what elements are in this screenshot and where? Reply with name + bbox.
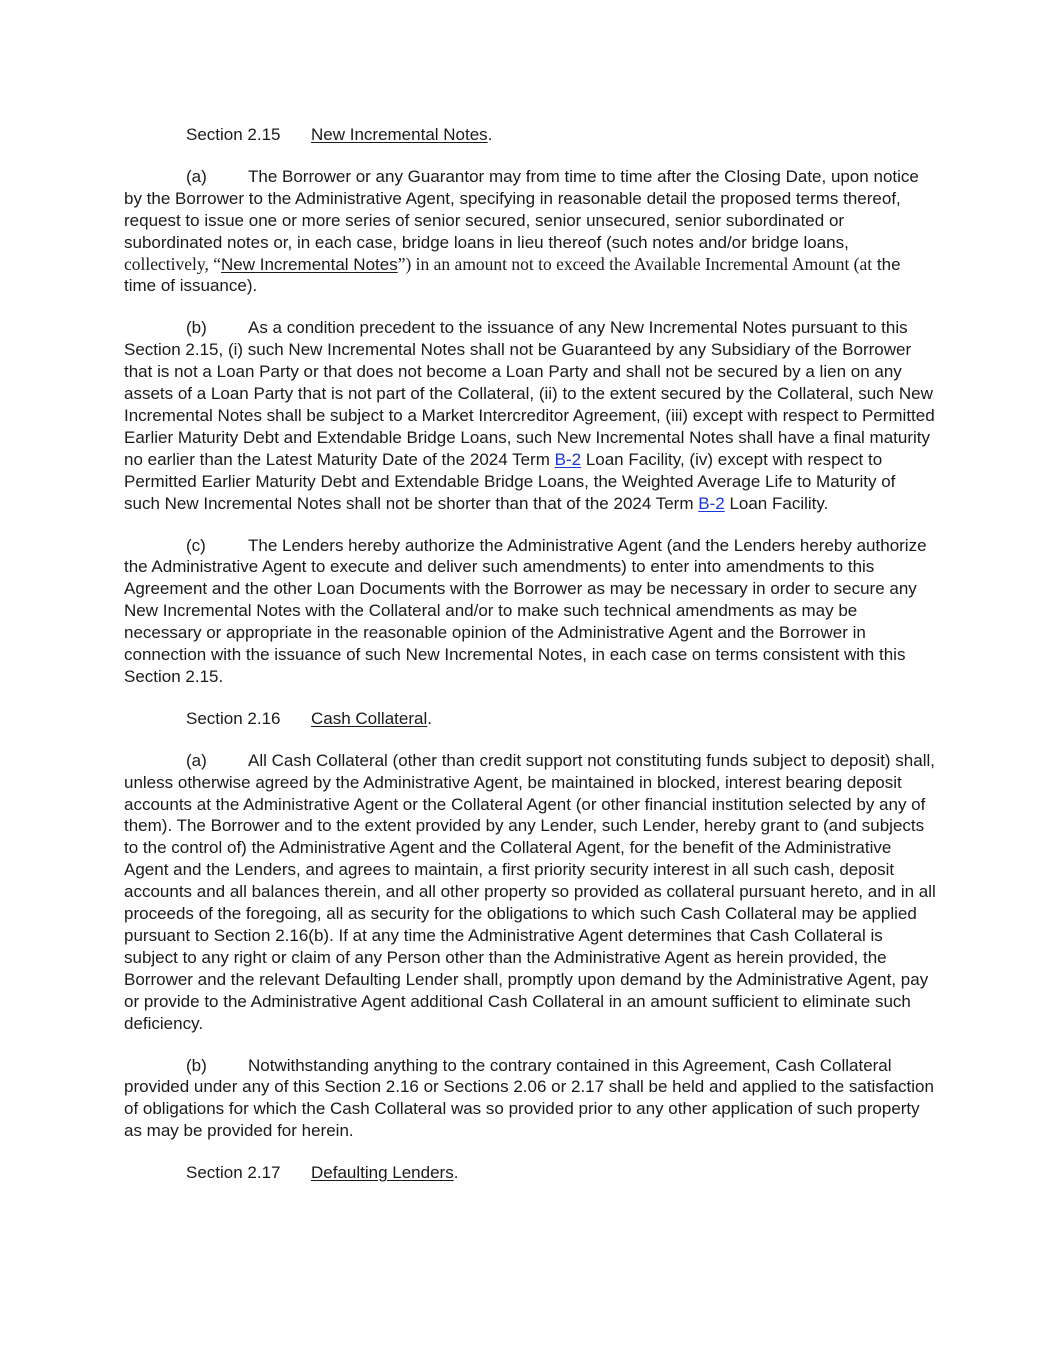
paragraph-text-serif: collectively, “ (124, 253, 222, 274)
b2-link[interactable]: B-2 (554, 449, 582, 469)
section-title: New Incremental Notes (311, 125, 488, 144)
heading-period: . (487, 125, 493, 144)
section-title: Defaulting Lenders (311, 1163, 454, 1183)
section-2-15-paragraph-a (124, 166, 936, 297)
paragraph-text-serif: ”) in an amount not to exceed the Available Incremental Amount (at (397, 253, 873, 274)
section-number: Section 2.17 (186, 1163, 281, 1183)
paragraph-text: Notwithstanding anything to the contrary contained in this Agreement, Cash Collateral provided under any of this Section 2.16 or Sections 2.06 or 2.17 shall be held and applied to the satisfaction of obligations for which the Cash Collateral was so provided prior to any other application of such property as may be provided for herein. (124, 1055, 934, 1141)
defined-term: New Incremental Notes (221, 254, 398, 274)
paragraph-label: (c) (186, 535, 206, 555)
section-2-16-heading (124, 708, 936, 730)
section-2-16-paragraph-b (124, 1055, 936, 1143)
heading-period: . (427, 708, 432, 728)
paragraph-text: Loan Facility. (729, 493, 829, 513)
document-page (124, 124, 936, 1204)
b2-link[interactable]: B-2 (698, 493, 725, 513)
paragraph-text: As a condition precedent to the issuance of any New Incremental Notes pursuant to this Section 2.15, (i) such New Incremental Notes shall not be Guaranteed by any Subsidiary of the Borrower that is not a Loan Party or that does not become a Loan Party and shall not be secured by a lien on any assets of a Loan Party that is not part of the Collateral, (ii) to the extent secured by the Collateral, such New Incremental Notes shall be subject to a Market Intercreditor Agreement, (iii) except with respect to Permitted Earlier Maturity Debt and Extendable Bridge Loans, such New Incremental Notes shall have a final maturity no earlier than the Latest Maturity Date of the 2024 Term (124, 318, 935, 469)
section-number: Section 2.15 (186, 125, 281, 144)
section-2-15-paragraph-c (124, 535, 936, 688)
paragraph-text: The Lenders hereby authorize the Administrative Agent (and the Lenders hereby authorize the Administrative Agent to execute and deliver such amendments) to enter into amendments to this Agreement and the other Loan Documents with the Borrower as may be necessary in order to secure any New Incremental Notes with the Collateral and/or to make such technical amendments as may be necessary or appropriate in the reasonable opinion of the Administrative Agent and the Borrower in connection with the issuance of such New Incremental Notes, in each case on terms consistent with this Section 2.15. (124, 535, 927, 686)
paragraph-label: (a) (186, 166, 207, 186)
section-title: Cash Collateral (311, 708, 428, 728)
paragraph-label: (a) (186, 750, 207, 770)
paragraph-label: (b) (186, 1055, 207, 1075)
paragraph-label: (b) (186, 318, 207, 338)
section-2-17-heading (124, 1162, 936, 1184)
section-number: Section 2.16 (186, 708, 281, 728)
heading-period: . (453, 1163, 459, 1183)
section-2-15-heading (124, 124, 936, 146)
section-2-15-paragraph-b (124, 317, 936, 514)
paragraph-text: Loan Facility, (iv) except with respect to Permitted Earlier Maturity Debt and Extendable Bridge Loans, the Weighted Average Life to Maturity of such New Incremental Notes shall not be shorter than that of the 2024 Term (124, 449, 896, 513)
section-2-16-paragraph-a (124, 750, 936, 1035)
paragraph-text: The Borrower or any Guarantor may from time to time after the Closing Date, upon notice by the Borrower to the Administrative Agent, specifying in reasonable detail the proposed terms thereof, request to issue one or more series of senior secured, senior unsecured, senior subordinated or subordinated notes or, in each case, bridge loans in lieu thereof (such notes and/or bridge loans, (124, 166, 919, 252)
paragraph-text: All Cash Collateral (other than credit support not constituting funds subject to deposit) shall, unless otherwise agreed by the Administrative Agent, be maintained in blocked, interest bearing deposit accounts at the Administrative Agent or the Collateral Agent (or other financial institution selected by any of them). The Borrower and to the extent provided by any Lender, such Lender, hereby grant to (and subjects to the control of) the Administrative Agent and the Collateral Agent, for the benefit of the Administrative Agent and the Lenders, and agrees to maintain, a first priority security interest in all such cash, deposit accounts and all balances therein, and all other property so provided as collateral pursuant hereto, and in all proceeds of the foregoing, all as security for the obligations to which such Cash Collateral may be applied pursuant to Section 2.16(b). If at any time the Administrative Agent determines that Cash Collateral is subject to any right or claim of any Person other than the Administrative Agent as herein provided, the Borrower and the relevant Defaulting Lender shall, promptly upon demand by the Administrative Agent, pay or provide to the Administrative Agent additional Cash Collateral in an amount sufficient to eliminate such deficiency. (124, 750, 936, 1033)
paragraph-text: the time of issuance). (124, 254, 901, 296)
